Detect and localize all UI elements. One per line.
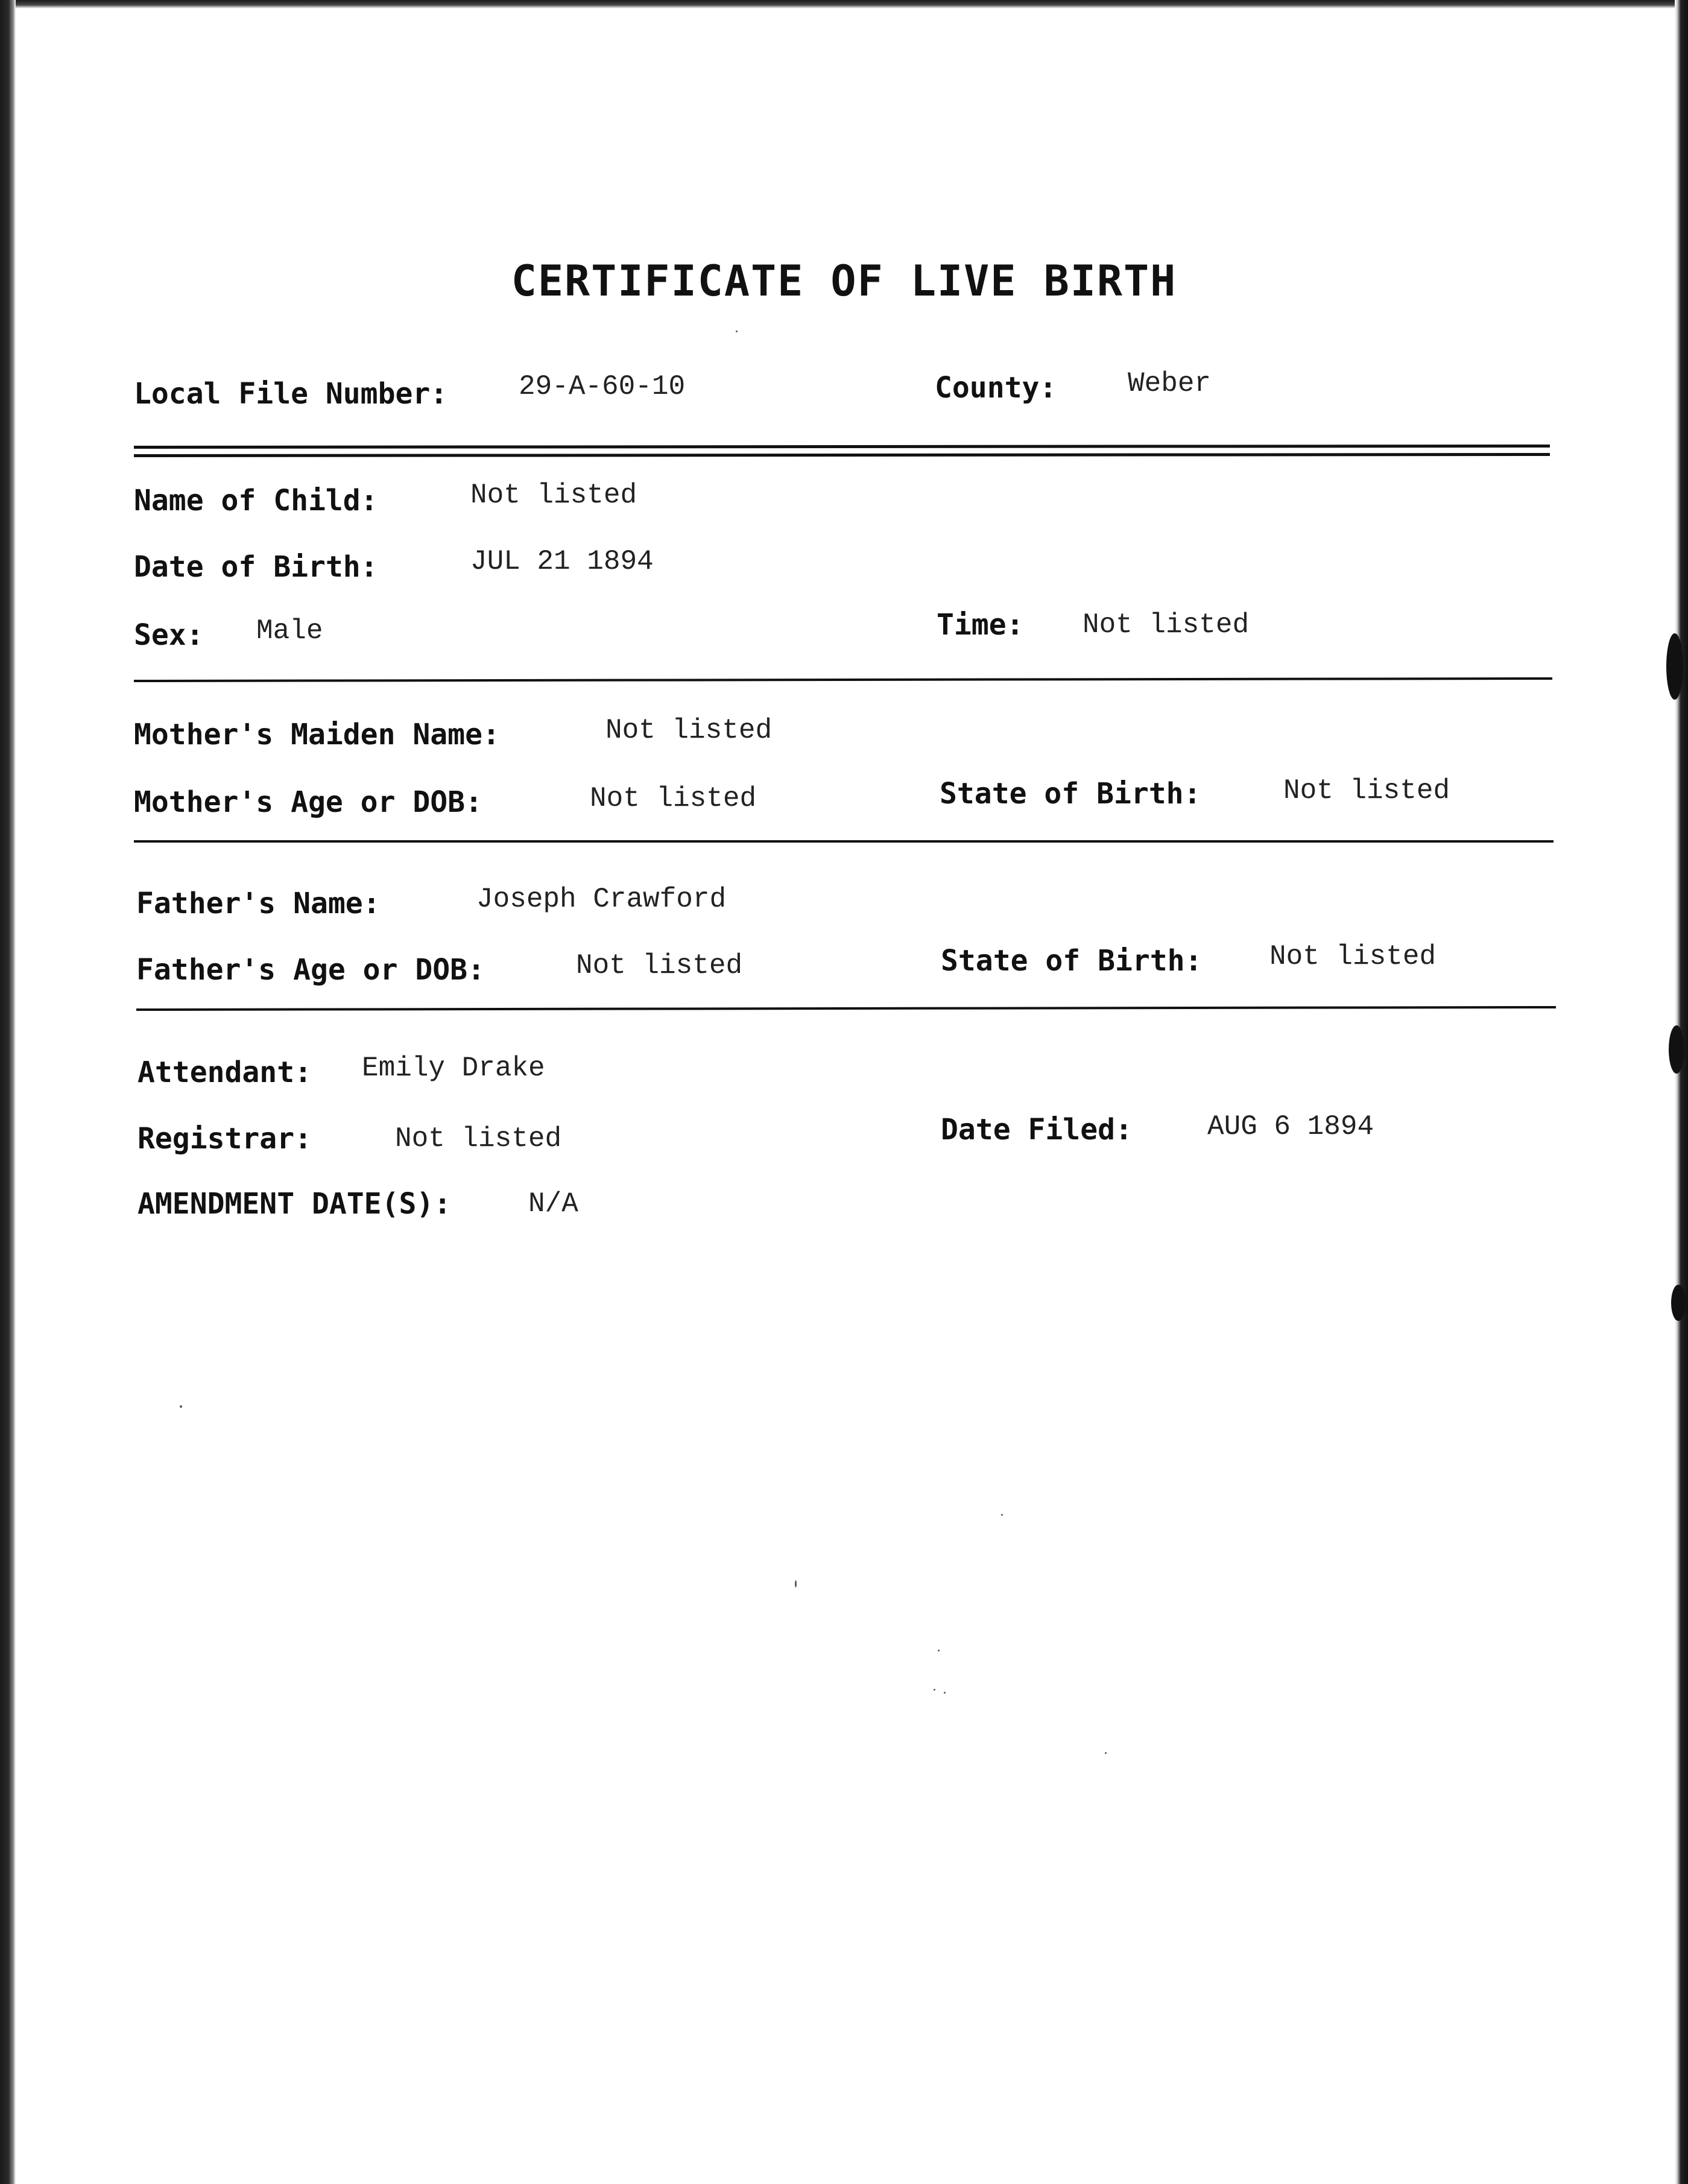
child-name-label: Name of Child:	[134, 484, 378, 518]
county-value: Weber	[1128, 368, 1212, 399]
scan-speck	[180, 1405, 182, 1408]
child-dob-value: JUL 21 1894	[470, 546, 654, 577]
double-rule-bottom	[134, 453, 1550, 457]
amendment-dates-value: N/A	[528, 1188, 578, 1220]
scan-edge-notch	[1669, 1025, 1684, 1074]
father-age-label: Father's Age or DOB:	[136, 953, 485, 987]
date-filed-value: AUG 6 1894	[1207, 1111, 1374, 1142]
scan-speck	[795, 1580, 797, 1587]
section-divider-child	[134, 677, 1552, 682]
father-age-value: Not listed	[576, 950, 743, 981]
mother-state-of-birth-value: Not listed	[1283, 775, 1450, 806]
scan-edge-left	[0, 0, 16, 2184]
scan-speck	[944, 1692, 946, 1694]
scan-edge-notch	[1666, 633, 1683, 700]
scan-speck	[736, 331, 738, 332]
child-sex-label: Sex:	[134, 618, 204, 652]
section-divider-father	[136, 1006, 1556, 1011]
mother-state-of-birth-label: State of Birth:	[940, 777, 1201, 811]
mother-age-value: Not listed	[590, 783, 757, 814]
section-divider-mother	[134, 840, 1554, 843]
scan-speck	[934, 1689, 935, 1691]
county-label: County:	[935, 371, 1057, 405]
attendant-label: Attendant:	[138, 1056, 312, 1089]
scan-speck	[1001, 1514, 1003, 1516]
child-sex-value: Male	[256, 615, 323, 647]
date-filed-label: Date Filed:	[941, 1113, 1133, 1147]
registrar-label: Registrar:	[138, 1122, 312, 1156]
scan-edge-right	[1675, 0, 1688, 2184]
mother-maiden-name-label: Mother's Maiden Name:	[134, 718, 500, 752]
father-state-of-birth-value: Not listed	[1269, 941, 1437, 972]
father-state-of-birth-label: State of Birth:	[941, 944, 1203, 978]
document-title: CERTIFICATE OF LIVE BIRTH	[511, 256, 1177, 306]
scan-speck	[1105, 1752, 1107, 1754]
child-time-label: Time:	[937, 608, 1024, 642]
scan-edge-top	[0, 0, 1688, 8]
double-rule-top	[134, 445, 1550, 449]
father-name-value: Joseph Crawford	[476, 884, 727, 915]
scan-edge-notch	[1671, 1285, 1686, 1321]
local-file-number-value: 29-A-60-10	[519, 371, 686, 402]
child-dob-label: Date of Birth:	[134, 550, 378, 584]
scan-speck	[938, 1650, 940, 1651]
child-time-value: Not listed	[1083, 609, 1250, 641]
local-file-number-label: Local File Number:	[134, 377, 448, 411]
father-name-label: Father's Name:	[136, 887, 381, 920]
mother-age-label: Mother's Age or DOB:	[134, 785, 482, 819]
amendment-dates-label: AMENDMENT DATE(S):	[138, 1187, 452, 1221]
mother-maiden-name-value: Not listed	[605, 715, 773, 746]
registrar-value: Not listed	[395, 1123, 562, 1154]
attendant-value: Emily Drake	[362, 1052, 545, 1084]
child-name-value: Not listed	[470, 480, 637, 511]
